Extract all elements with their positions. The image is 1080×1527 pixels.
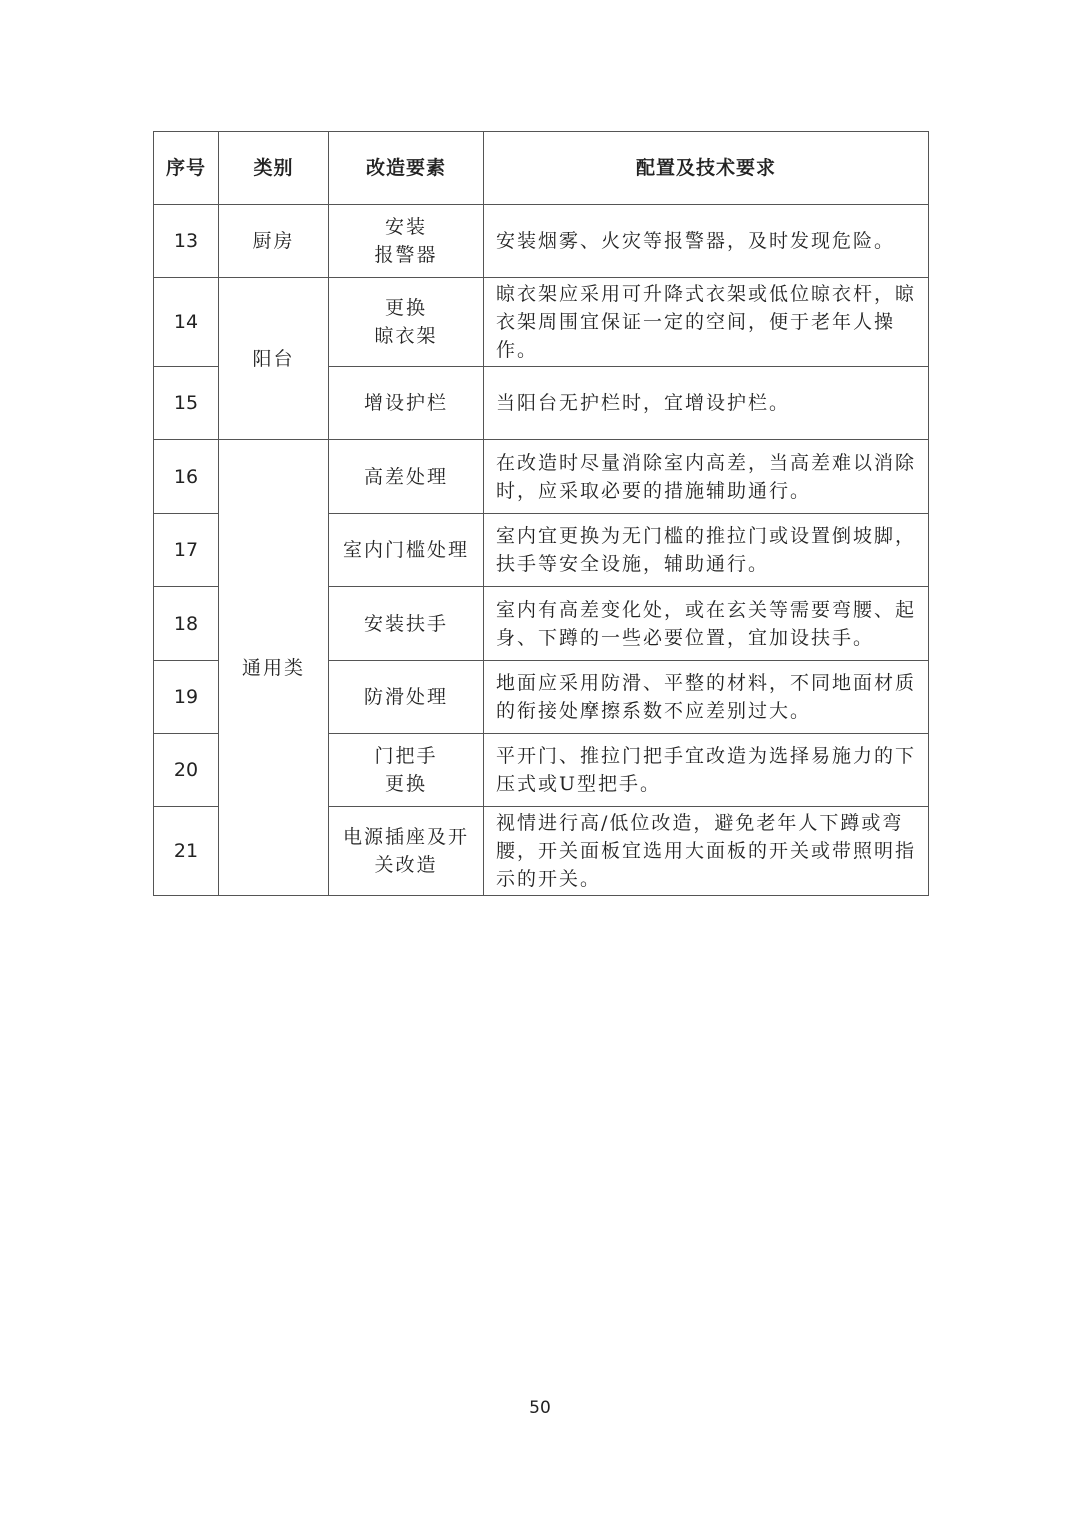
row-element: 高差处理 bbox=[329, 440, 484, 514]
row-num: 15 bbox=[154, 367, 219, 440]
row-category: 阳台 bbox=[219, 278, 329, 440]
row-requirement: 室内有高差变化处，或在玄关等需要弯腰、起身、下蹲的一些必要位置，宜加设扶手。 bbox=[484, 587, 929, 661]
row-num: 20 bbox=[154, 734, 219, 807]
row-requirement: 室内宜更换为无门槛的推拉门或设置倒坡脚，扶手等安全设施，辅助通行。 bbox=[484, 514, 929, 587]
row-num: 19 bbox=[154, 661, 219, 734]
row-num: 14 bbox=[154, 278, 219, 367]
table-row bbox=[154, 440, 929, 514]
row-num: 13 bbox=[154, 205, 219, 278]
page-number: 50 bbox=[529, 1398, 551, 1418]
row-requirement: 安装烟雾、火灾等报警器，及时发现危险。 bbox=[484, 205, 929, 278]
table-row bbox=[154, 278, 929, 367]
row-element: 门把手 更换 bbox=[329, 734, 484, 807]
requirements-table bbox=[153, 131, 929, 896]
header-row bbox=[154, 132, 929, 205]
header-element: 改造要素 bbox=[329, 132, 484, 205]
row-num: 18 bbox=[154, 587, 219, 661]
row-element: 防滑处理 bbox=[329, 661, 484, 734]
row-element: 室内门槛处理 bbox=[329, 514, 484, 587]
row-requirement: 在改造时尽量消除室内高差，当高差难以消除时，应采取必要的措施辅助通行。 bbox=[484, 440, 929, 514]
header-requirement: 配置及技术要求 bbox=[484, 132, 929, 205]
row-element: 安装扶手 bbox=[329, 587, 484, 661]
table-row bbox=[154, 205, 929, 278]
row-category: 通用类 bbox=[219, 440, 329, 896]
row-num: 16 bbox=[154, 440, 219, 514]
row-category: 厨房 bbox=[219, 205, 329, 278]
row-requirement: 晾衣架应采用可升降式衣架或低位晾衣杆，晾衣架周围宜保证一定的空间，便于老年人操作。 bbox=[484, 278, 929, 367]
header-num: 序号 bbox=[154, 132, 219, 205]
row-requirement: 地面应采用防滑、平整的材料，不同地面材质的衔接处摩擦系数不应差别过大。 bbox=[484, 661, 929, 734]
row-requirement: 平开门、推拉门把手宜改造为选择易施力的下压式或U型把手。 bbox=[484, 734, 929, 807]
row-requirement: 当阳台无护栏时，宜增设护栏。 bbox=[484, 367, 929, 440]
row-element: 增设护栏 bbox=[329, 367, 484, 440]
row-element: 电源插座及开 关改造 bbox=[329, 807, 484, 896]
row-element: 更换 晾衣架 bbox=[329, 278, 484, 367]
row-element: 安装 报警器 bbox=[329, 205, 484, 278]
row-num: 17 bbox=[154, 514, 219, 587]
row-requirement: 视情进行高/低位改造，避免老年人下蹲或弯腰，开关面板宜选用大面板的开关或带照明指示的开关。 bbox=[484, 807, 929, 896]
row-num: 21 bbox=[154, 807, 219, 896]
header-category: 类别 bbox=[219, 132, 329, 205]
